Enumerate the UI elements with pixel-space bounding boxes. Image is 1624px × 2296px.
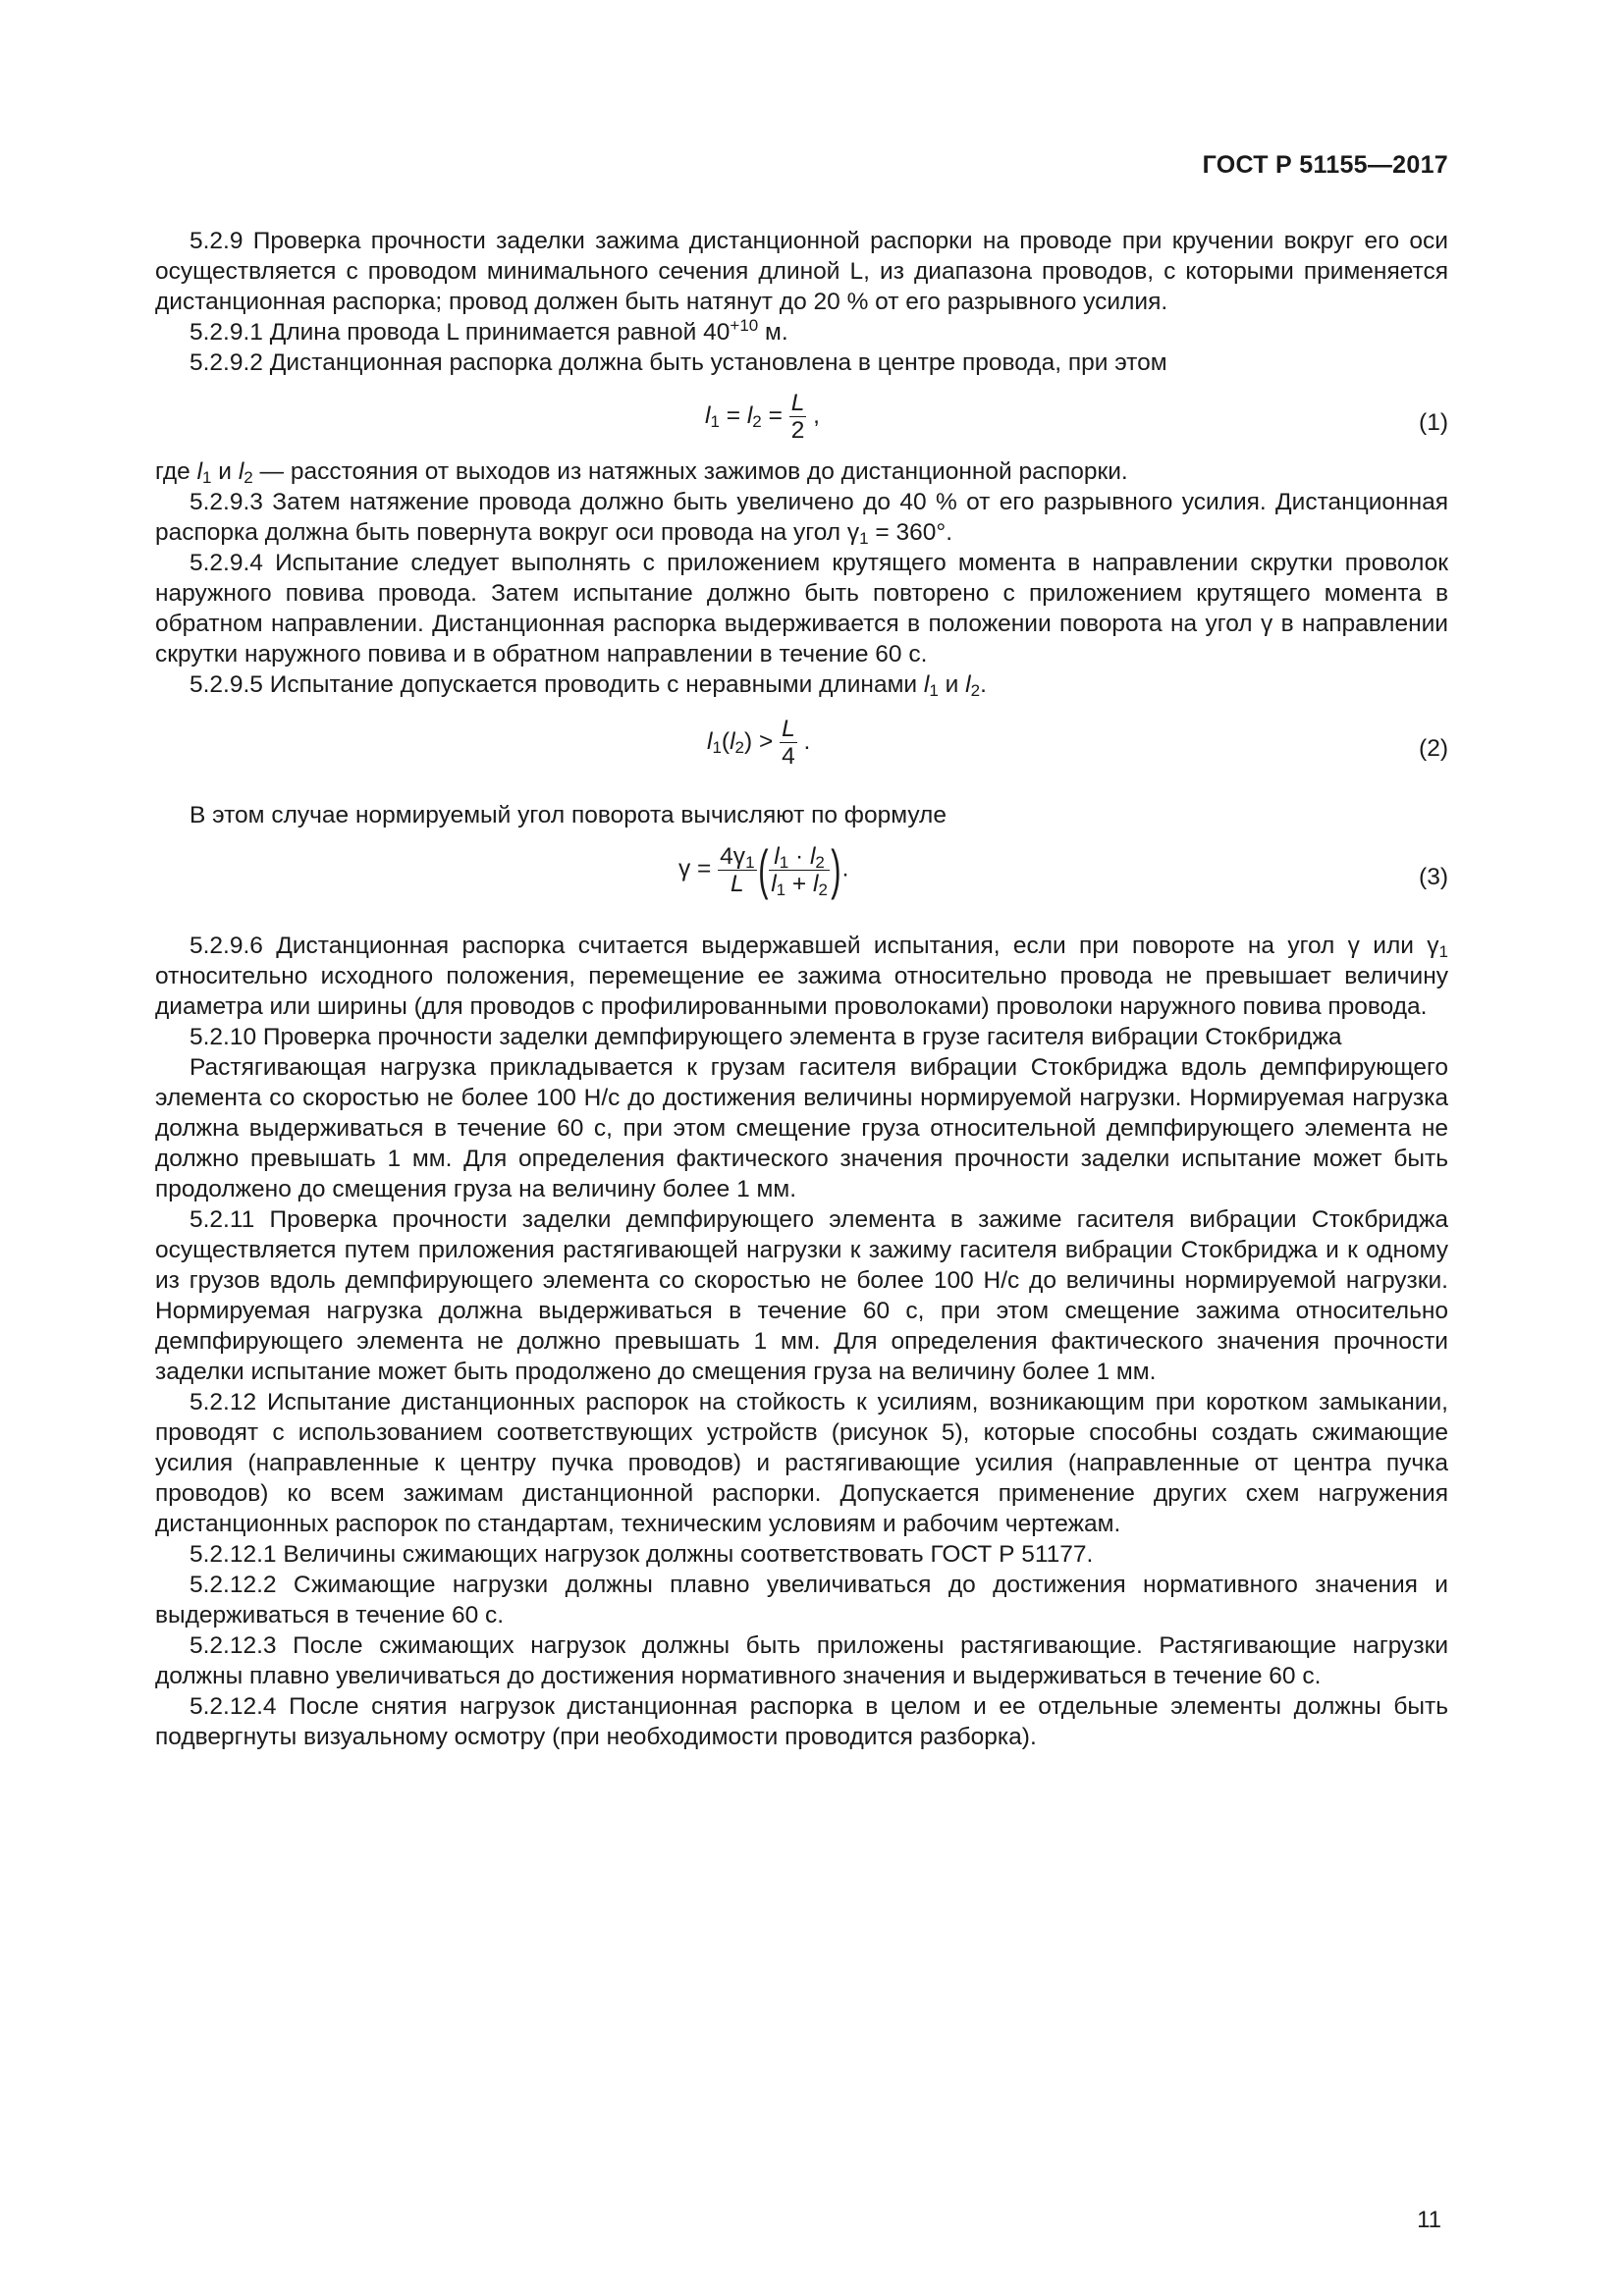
formula-2 [155,714,1448,800]
clause-5-2-9-4: 5.2.9.4 Испытание следует выполнять с приложением крутящего момента в направлении скрутки проволок наружного повива провода. Затем испытание должно быть повторено с приложением крутящего момента в обратном направлении. Дистанционная распорка выдерживается в положении поворота на угол γ в направлении скрутки наружного повива и в обратном направлении в течение 60 с. [155,550,1448,667]
formula-3-intro: В этом случае нормируемый угол поворота вычисляют по формуле [189,802,947,828]
document-header: ГОСТ Р 51155—2017 [1202,151,1448,179]
formula-number-2: (2) [1419,735,1448,762]
clause-5-2-9-3: 5.2.9.3 Затем натяжение провода должно быть увеличено до 40 % от его разрывного усилия. Дистанционная распорка должна быть повернута вокруг оси провода на угол $\gamma_1 = 360^\circ$. [155,489,1448,548]
fraction-l-over-4: $\frac{L}{4}$ [782,716,795,770]
clause-5-2-12: 5.2.12 Испытание дистанционных распорок на стойкость к усилиям, возникающим при коротком замыкании, проводят с использованием соответствующих устройств (рисунок 5), которые способны создать сжимающие усилия (направленные к центру пучка проводов) и растягивающие усилия (направленные от центра пучка проводов) ко всем зажимам дистанционной распорки. Допускается применение других схем нагружения дистанционных распорок по стандартам, техническим условиям и рабочим чертежам. [155,1389,1448,1537]
fraction-lengths: $\frac{l_1 \cdot l_2}{l_1 + l_2}$ [771,842,828,899]
formula-1-expression: $l_1 = l_2$ = $\frac{L}{2}$ , [705,390,820,444]
clause-5-2-12-4: 5.2.12.4 После снятия нагрузок дистанционная распорка в целом и ее отдельные элементы должны быть подвергнуты визуальному осмотру (при необходимости проводится разборка). [155,1693,1448,1750]
fraction-l-over-2: $\frac{L}{2}$ [790,390,805,444]
clause-5-2-9-2: 5.2.9.2 Дистанционная распорка должна быть установлена в центре провода, при этом [189,349,1167,376]
formula-1-legend: где $l_1$ и $l_2$ — расстояния от выходов из натяжных зажимов до дистанционной распорки. [155,458,1128,487]
clause-5-2-9-5: 5.2.9.5 Испытание допускается проводить с неравными длинами $l_1$ и $l_2$. [189,671,987,700]
clause-5-2-12-3: 5.2.12.3 После сжимающих нагрузок должны быть приложены растягивающие. Растягивающие нагрузки должны плавно увеличиваться до достижения нормативного значения и выдерживаться в течение 60 с. [155,1632,1448,1689]
page-number: 11 [1417,2207,1441,2233]
page-body [155,226,1448,1752]
clause-5-2-10: 5.2.10 Проверка прочности заделки демпфирующего элемента в грузе гасителя вибрации Стокбриджа [189,1024,1342,1050]
formula-number-3: (3) [1419,864,1448,890]
formula-3 [155,838,1448,931]
clause-5-2-12-2: 5.2.12.2 Сжимающие нагрузки должны плавно увеличиваться до достижения нормативного значения и выдерживаться в течение 60 с. [155,1572,1448,1629]
clause-5-2-11: 5.2.11 Проверка прочности заделки демпфирующего элемента в зажиме гасителя вибрации Стокбриджа осуществляется путем приложения растягивающей нагрузки к зажиму гасителя вибрации Стокбриджа и к одному из грузов вдоль демпфирующего элемента со скоростью не более 100 Н/с до величины нормируемой нагрузки. Нормируемая нагрузка должна выдерживаться в течение 60 с, при этом смещение зажима относительно демпфирующего элемента не должно превышать 1 мм. Для определения фактического значения прочности заделки испытание может быть продолжено до смещения груза на величину более 1 мм. [155,1206,1448,1385]
fraction-4gamma-over-l: $\frac{4\gamma_1}{L}$ [720,842,755,897]
formula-number-1: (1) [1419,409,1448,436]
clause-5-2-9-6: 5.2.9.6 Дистанционная распорка считается выдержавшей испытания, если при повороте на угол γ или $\gamma_1$ относительно исходного положения, перемещение ее зажима относительно провода не превышает величину диаметра или ширины (для проводов с профилированными проволоками) проволоки наружного повива провода. [155,933,1448,1020]
formula-1 [155,388,1448,456]
clause-5-2-9-1: 5.2.9.1 Длина провода L принимается равной $40^{+10}$ м. [189,316,788,346]
clause-5-2-9: 5.2.9 Проверка прочности заделки зажима дистанционной распорки на проводе при кручении вокруг его оси осуществляется с проводом минимального сечения длиной L, из диапазона проводов, с которыми применяется дистанционная распорка; провод должен быть натянут до 20 % от его разрывного усилия. [155,228,1448,315]
formula-3-expression: γ = $\frac{4\gamma_1}{L}$ ( $\frac{l_1 \cdot l_2}{l_1 + l_2}$ ). [678,838,849,900]
formula-2-expression: $l_1(l_2)$ > $\frac{L}{4}$ . [707,716,811,770]
clause-5-2-10-body: Растягивающая нагрузка прикладывается к грузам гасителя вибрации Стокбриджа вдоль демпфирующего элемента со скоростью не более 100 Н/с до достижения величины нормируемой нагрузки. Нормируемая нагрузка должна выдерживаться в течение 60 с, при этом смещение груза относительной демпфирующего элемента не должно превышать 1 мм. Для определения фактического значения прочности заделки испытание может быть продолжено до смещения груза на величину более 1 мм. [155,1054,1448,1202]
clause-5-2-12-1: 5.2.12.1 Величины сжимающих нагрузок должны соответствовать ГОСТ Р 51177. [189,1541,1094,1568]
